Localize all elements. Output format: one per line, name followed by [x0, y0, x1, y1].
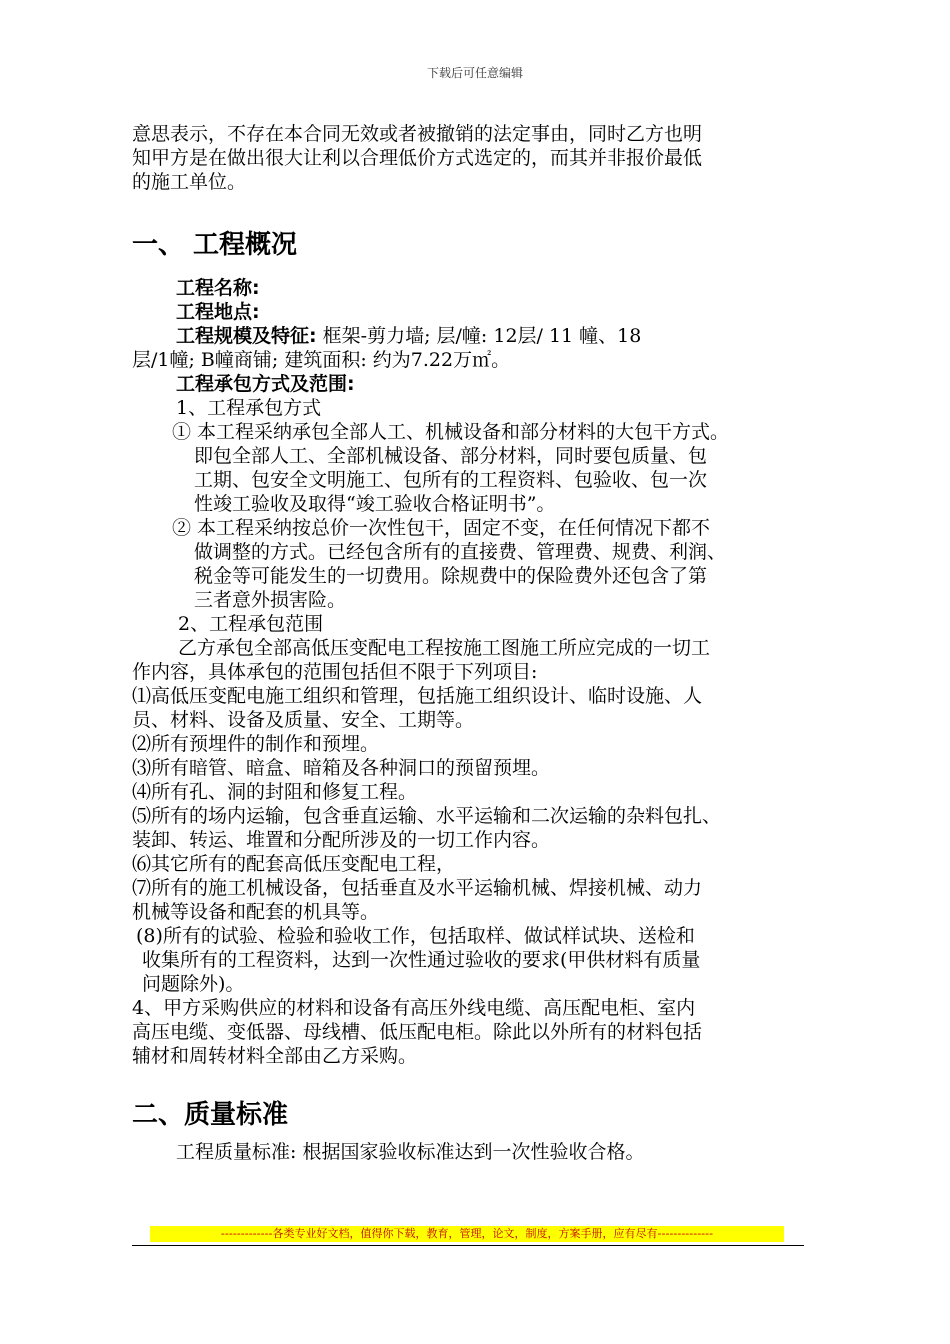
- scope-item-3: ⑶所有暗管、暗盒、暗箱及各种洞口的预留预埋。: [132, 757, 551, 779]
- contract-mode-title: 1、工程承包方式: [176, 397, 322, 419]
- footer-banner: -------------各类专业好文档，值得你下载，教育，管理，论文，制度，方案手册，应有尽有--------------: [150, 1226, 784, 1242]
- project-scale-row: [132, 324, 812, 348]
- mode-2-line-1: ② 本工程采纳按总价一次性包干，固定不变，在任何情况下都不: [172, 517, 711, 539]
- scope-item-4: ⑷所有孔、洞的封阻和修复工程。: [132, 781, 418, 803]
- project-location-label: 工程地点:: [176, 301, 260, 323]
- scope-item-7-line-1: ⑺所有的施工机械设备，包括垂直及水平运输机械、焊接机械、动力: [132, 877, 703, 899]
- scope-item-7-line-2: 机械等设备和配套的机具等。: [132, 901, 380, 923]
- scope-item-8-line-2: 收集所有的工程资料，达到一次性通过验收的要求(甲供材料有质量: [142, 949, 701, 971]
- scope-item-6: ⑹其它所有的配套高低压变配电工程，: [132, 853, 456, 875]
- contract-scope-label: 工程承包方式及范围:: [176, 373, 355, 395]
- supply-line-2: 高压电缆、变低器、母线槽、低压配电柜。除此以外所有的材料包括: [132, 1021, 703, 1043]
- scope-item-2: ⑵所有预埋件的制作和预埋。: [132, 733, 380, 755]
- intro-line-3: 的施工单位。: [132, 171, 247, 193]
- mode-1-line-4: 性竣工验收及取得“竣工验收合格证明书”。: [194, 493, 556, 515]
- project-scale-continued: 层/1幢; B幢商铺; 建筑面积: 约为7.22万㎡。: [132, 349, 511, 371]
- project-scale-label: 工程规模及特征:: [176, 325, 317, 347]
- contract-scope-row: [132, 372, 812, 396]
- quality-standard-text: 工程质量标准: 根据国家验收标准达到一次性验收合格。: [176, 1141, 645, 1163]
- supply-line-1: 4、甲方采购供应的材料和设备有高压外线电缆、高压配电柜、室内: [132, 997, 696, 1019]
- mode-2-line-3: 税金等可能发生的一切费用。除规费中的保险费外还包含了第: [194, 565, 708, 587]
- contract-scope-title: 2、工程承包范围: [178, 613, 324, 635]
- document-body: [132, 118, 812, 1164]
- section-2-title: 二、质量标准: [132, 1100, 289, 1130]
- footer-divider: [132, 1245, 804, 1246]
- intro-line-1: 意思表示，不存在本合同无效或者被撤销的法定事由，同时乙方也明: [132, 123, 703, 145]
- scope-item-8-line-3: 问题除外)。: [142, 973, 245, 995]
- scope-item-5-line-1: ⑸所有的场内运输，包含垂直运输、水平运输和二次运输的杂料包扎、: [132, 805, 722, 827]
- scope-intro-line-1: 乙方承包全部高低压变配电工程按施工图施工所应完成的一切工: [178, 637, 711, 659]
- scope-item-5-line-2: 装卸、转运、堆置和分配所涉及的一切工作内容。: [132, 829, 551, 851]
- mode-1-line-1: ① 本工程采纳承包全部人工、机械设备和部分材料的大包干方式。: [172, 421, 730, 443]
- scope-intro-line-2: 作内容，具体承包的范围包括但不限于下列项目:: [132, 661, 538, 683]
- mode-2-line-4: 三者意外损害险。: [194, 589, 347, 611]
- scope-item-1-line-1: ⑴高低压变配电施工组织和管理，包括施工组织设计、临时设施、人: [132, 685, 703, 707]
- project-scale-value: 框架-剪力墙; 层/幢: 12层/ 11 幢、18: [316, 325, 642, 347]
- supply-line-3: 辅材和周转材料全部由乙方采购。: [132, 1045, 418, 1067]
- section-1-title: 一、 工程概况: [132, 230, 298, 260]
- intro-line-2: 知甲方是在做出很大让利以合理低价方式选定的，而其并非报价最低: [132, 147, 703, 169]
- scope-item-8-line-1: (8)所有的试验、检验和验收工作，包括取样、做试样试块、送检和: [136, 925, 695, 947]
- mode-2-line-2: 做调整的方式。已经包含所有的直接费、管理费、规费、利润、: [194, 541, 727, 563]
- project-name-label: 工程名称:: [176, 277, 260, 299]
- mode-1-line-3: 工期、包安全文明施工、包所有的工程资料、包验收、包一次: [194, 469, 708, 491]
- project-location-row: [132, 300, 812, 324]
- mode-1-line-2: 即包全部人工、全部机械设备、部分材料，同时要包质量、包: [194, 445, 708, 467]
- project-name-row: [132, 276, 812, 300]
- scope-item-1-line-2: 员、材料、设备及质量、安全、工期等。: [132, 709, 475, 731]
- page-header: 下载后可任意编辑: [426, 66, 523, 80]
